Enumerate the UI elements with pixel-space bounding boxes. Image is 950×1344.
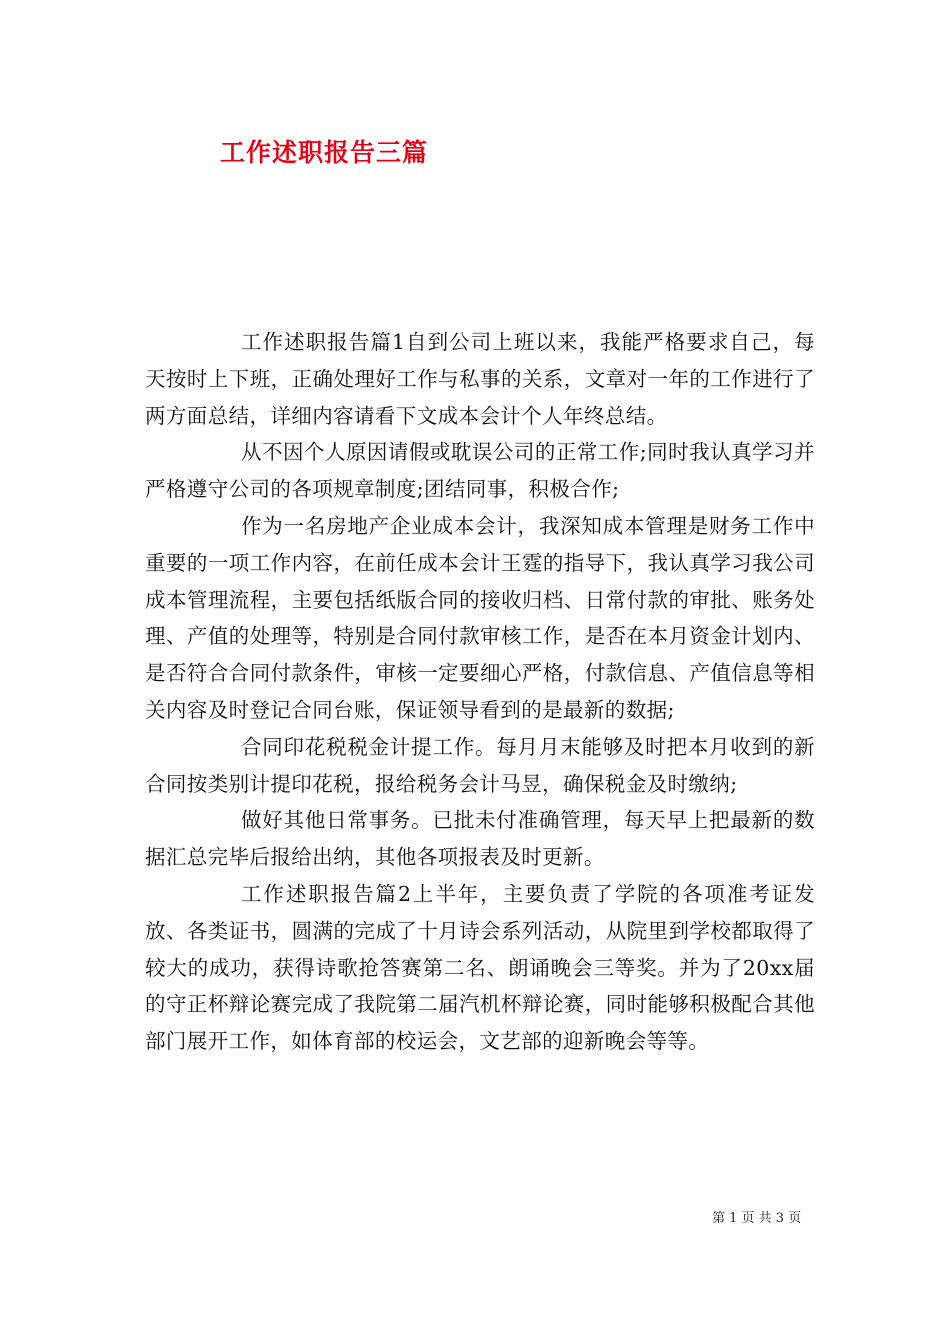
document-title — [0, 133, 950, 169]
page-footer: 第 1 页 共 3 页 — [712, 1211, 802, 1226]
paragraph-1: 工作述职报告篇1自到公司上班以来，我能严格要求自己，每天按时上下班，正确处理好工作与私事的关系，文章对一年的工作进行了两方面总结，详细内容请看下文成本会计个人年终总结。 — [145, 330, 815, 428]
document-body — [145, 324, 815, 1060]
document-title-text: 工作述职报告三篇 — [220, 138, 429, 167]
paragraph-2: 从不因个人原因请假或耽误公司的正常工作;同时我认真学习并严格遵守公司的各项规章制度;团结同事，积极合作; — [145, 440, 815, 502]
paragraph-6: 工作述职报告篇2上半年，主要负责了学院的各项准考证发放、各类证书，圆满的完成了十月诗会系列活动，从院里到学校都取得了较大的成功，获得诗歌抢答赛第二名、朗诵晚会三等奖。并为了20xx届的守正杯辩论赛完成了我院第二届汽机杯辩论赛，同时能够积极配合其他部门展开工作，如体育部的校运会，文艺部的迎新晚会等等。 — [145, 881, 815, 1054]
paragraph-3: 作为一名房地产企业成本会计，我深知成本管理是财务工作中重要的一项工作内容，在前任成本会计王霆的指导下，我认真学习我公司成本管理流程，主要包括纸版合同的接收归档、日常付款的审批、账务处理、产值的处理等，特别是合同付款审核工作，是否在本月资金计划内、是否符合合同付款条件，审核一定要细心严格，付款信息、产值信息等相关内容及时登记合同台账，保证领导看到的是最新的数据; — [145, 513, 815, 722]
paragraph-5: 做好其他日常事务。已批未付准确管理，每天早上把最新的数据汇总完毕后报给出纳，其他各项报表及时更新。 — [145, 808, 815, 870]
paragraph-4: 合同印花税税金计提工作。每月月末能够及时把本月收到的新合同按类别计提印花税，报给税务会计马昱，确保税金及时缴纳; — [145, 734, 815, 796]
